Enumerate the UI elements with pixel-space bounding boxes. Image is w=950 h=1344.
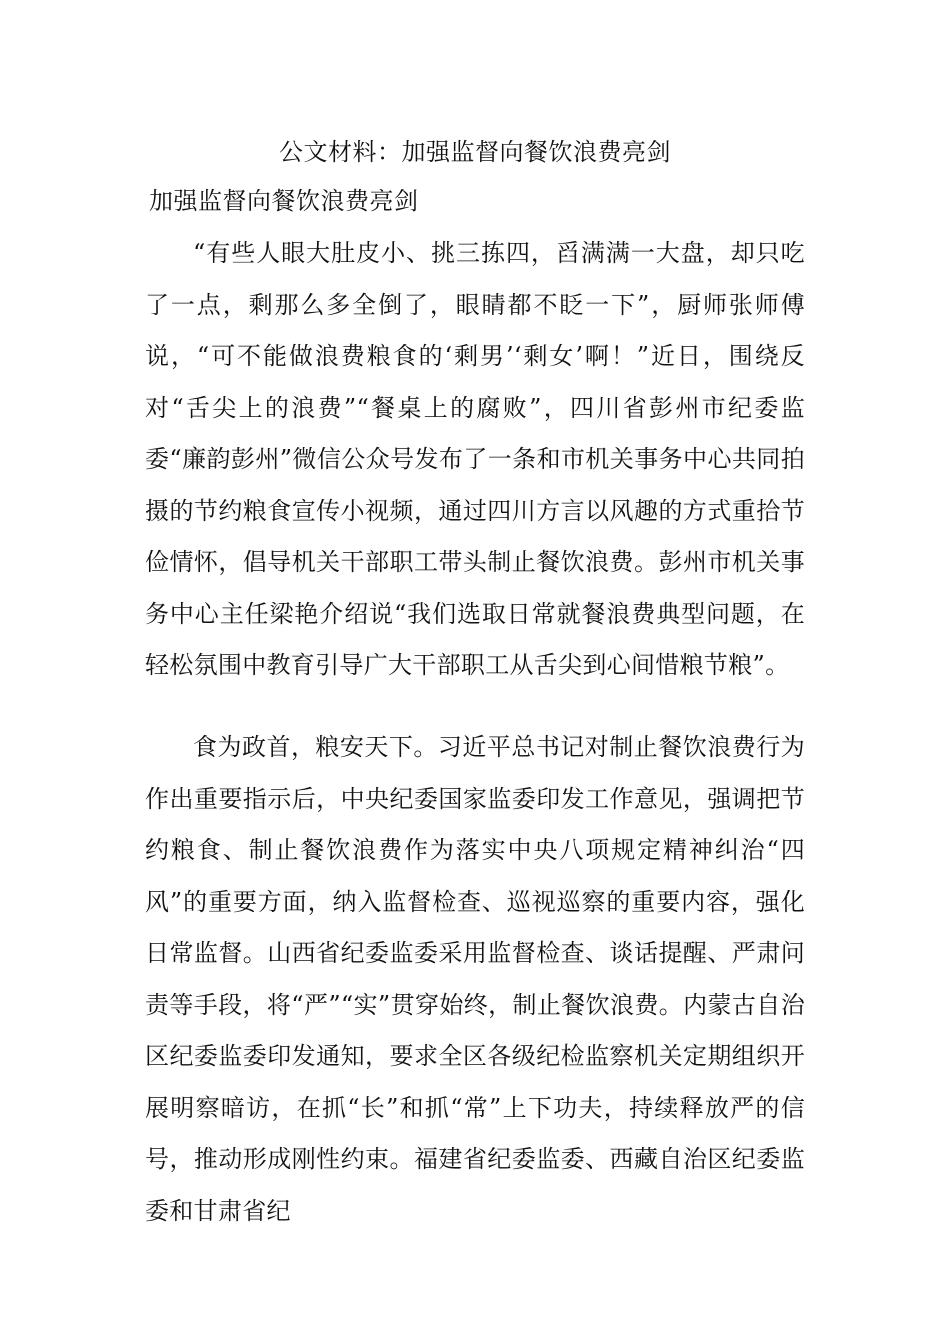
document-subtitle: 加强监督向餐饮浪费亮剑 bbox=[149, 187, 419, 215]
body-paragraph-1: “有些人眼大肚皮小、挑三拣四，舀满满一大盘，却只吃了一点，剩那么多全倒了，眼睛都不眨一下”，厨师张师傅说，“可不能做浪费粮食的‘剩男’‘剩女’啊！”近日，围绕反对“舌尖上的浪费”“餐桌上的腐败”，四川省彭州市纪委监委“廉韵彭州”微信公众号发布了一条和市机关事务中心共同拍摄的节约粮食宣传小视频，通过四川方言以风趣的方式重拾节俭情怀，倡导机关干部职工带头制止餐饮浪费。彭州市机关事务中心主任梁艳介绍说“我们选取日常就餐浪费典型问题，在轻松氛围中教育引导广大干部职工从舌尖到心间惜粮节粮”。 bbox=[145, 239, 805, 679]
document-title: 公文材料：加强监督向餐饮浪费亮剑 bbox=[279, 138, 671, 166]
body-paragraph-2: 食为政首，粮安天下。习近平总书记对制止餐饮浪费行为作出重要指示后，中央纪委国家监委印发工作意见，强调把节约粮食、制止餐饮浪费作为落实中央八项规定精神纠治“四风”的重要方面，纳入监督检查、巡视巡察的重要内容，强化日常监督。山西省纪委监委采用监督检查、谈话提醒、严肃问责等手段，将“严”“实”贯穿始终，制止餐饮浪费。内蒙古自治区纪委监委印发通知，要求全区各级纪检监察机关定期组织开展明察暗访，在抓“长”和抓“常”上下功夫，持续释放严的信号，推动形成刚性约束。福建省纪委监委、西藏自治区纪委监委和甘肃省纪 bbox=[145, 733, 805, 1225]
